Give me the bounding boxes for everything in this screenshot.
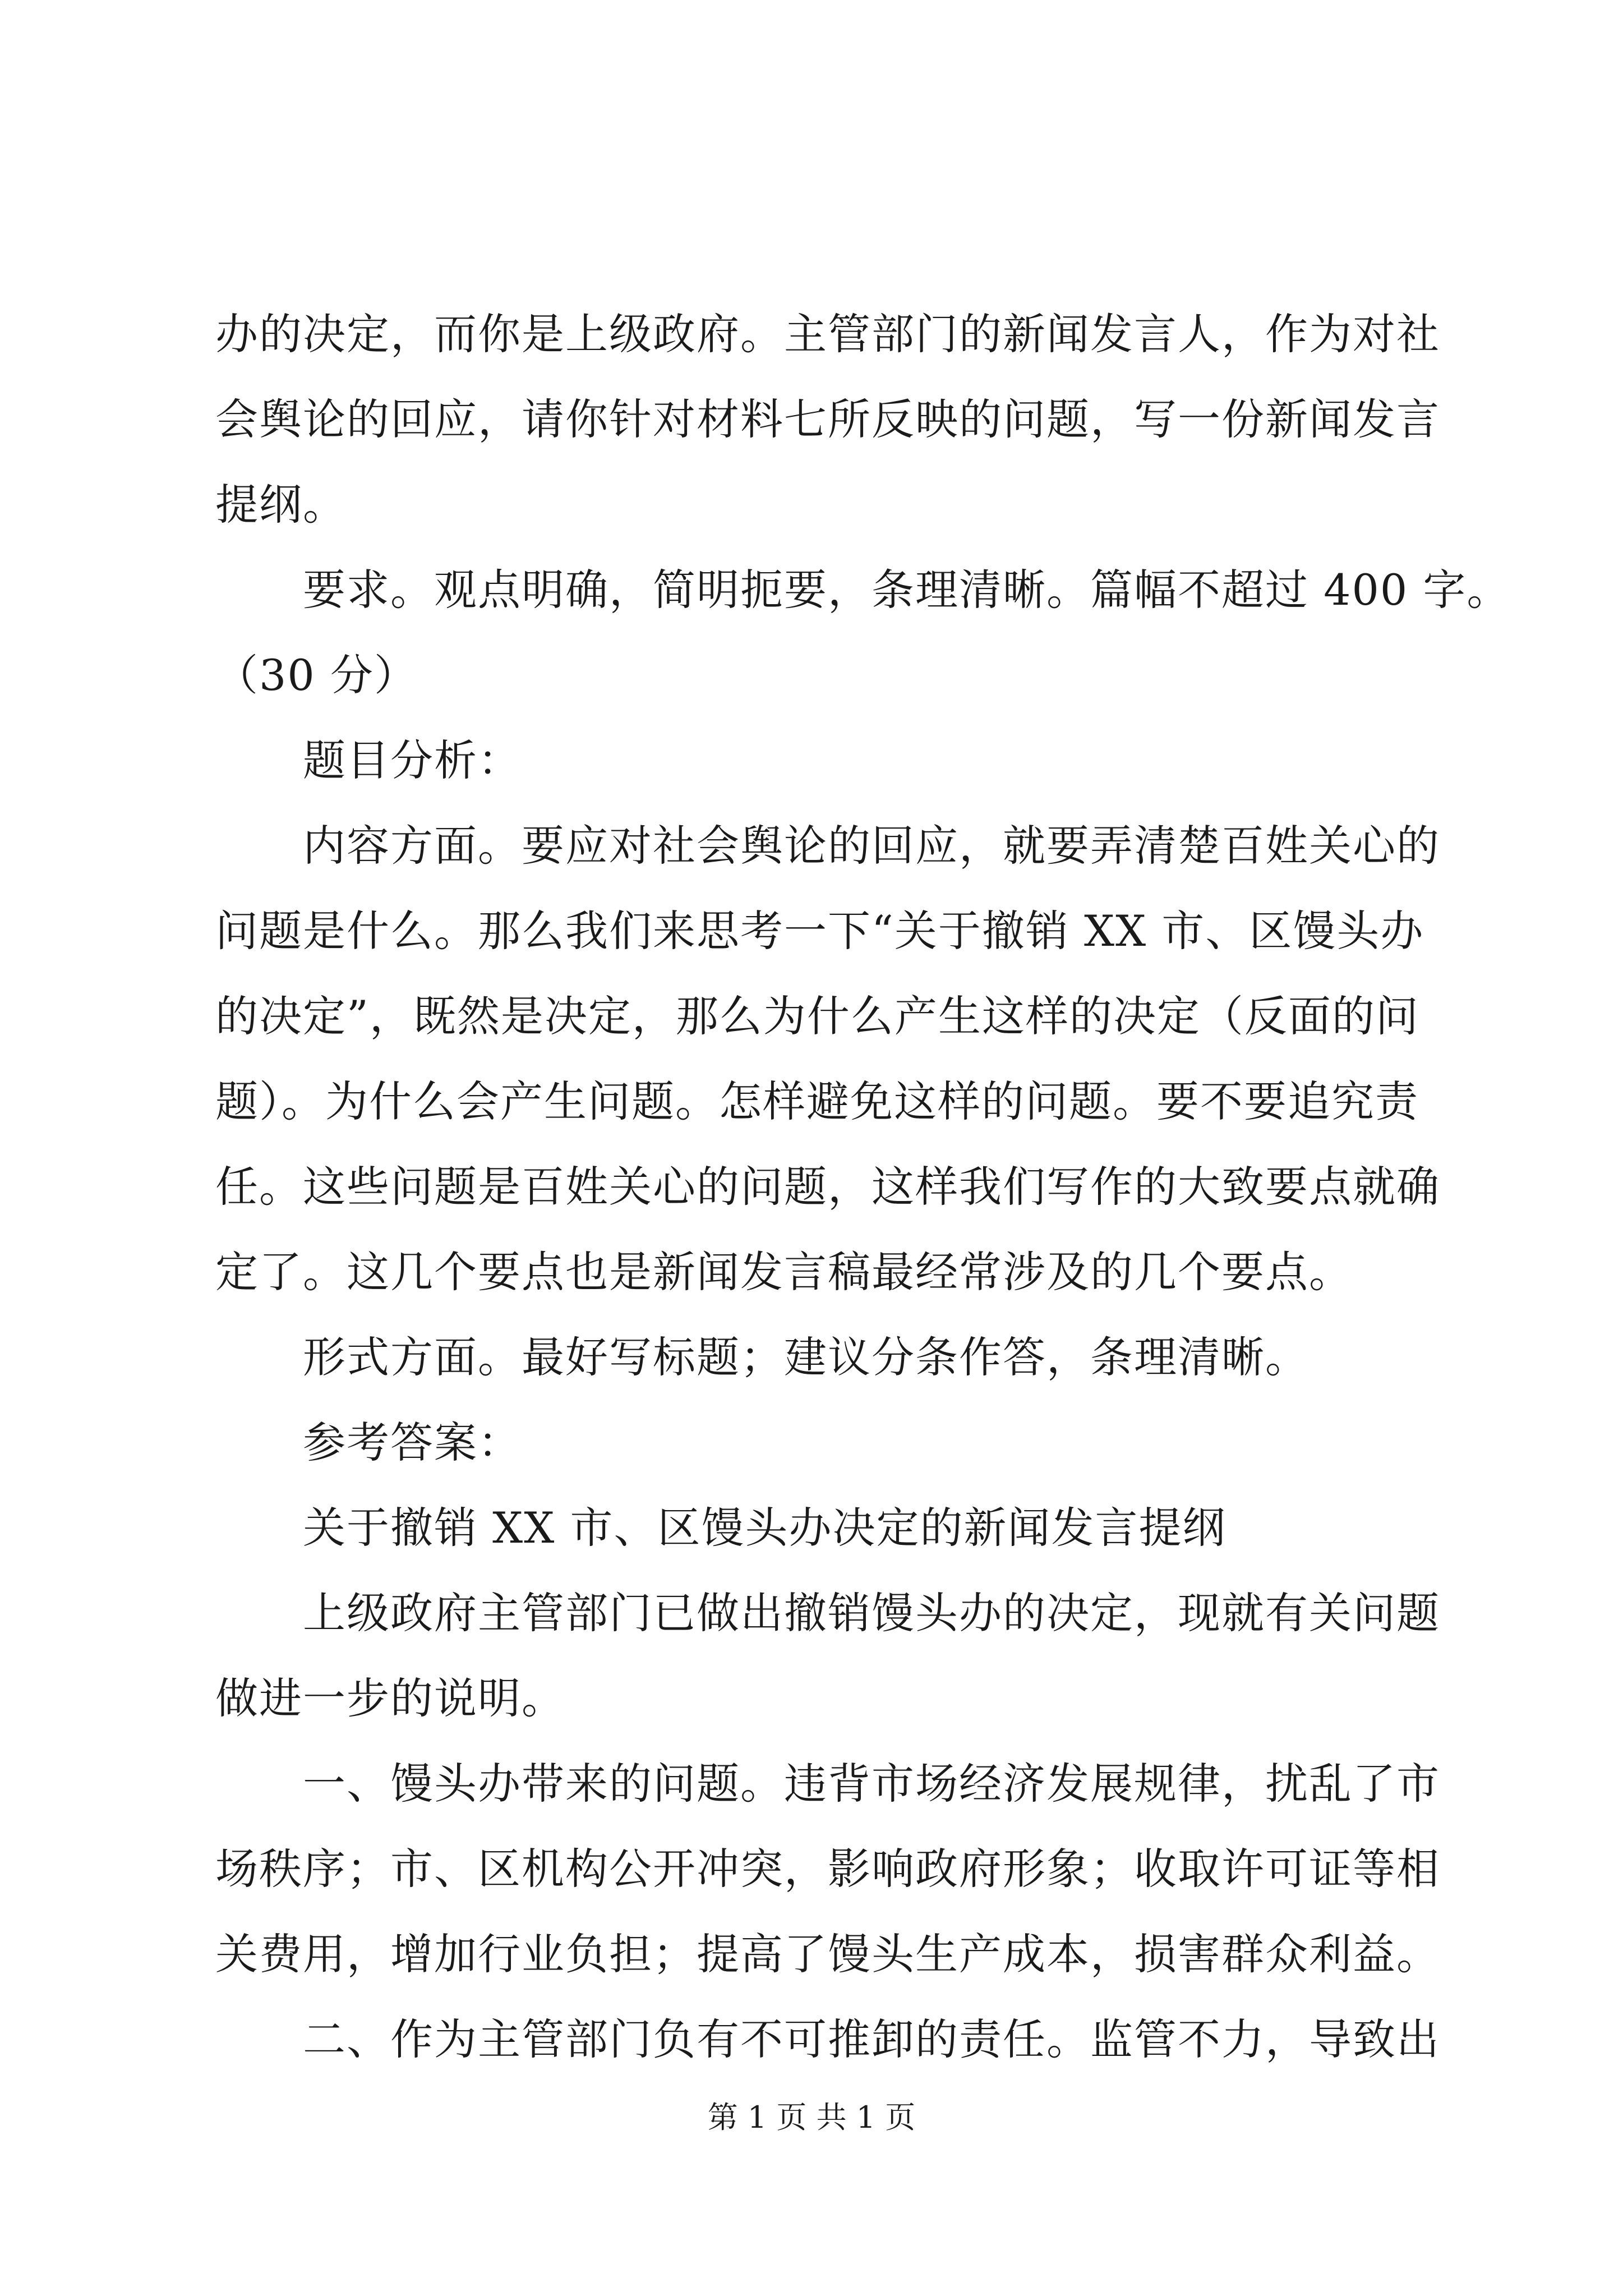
document-body (215, 292, 1511, 2082)
text-line: 二、作为主管部门负有不可推卸的责任。监管不力，导致出 (303, 2014, 1440, 2064)
text-line: （30 分） (215, 650, 418, 700)
text-line: 提纲。 (215, 480, 347, 530)
text-line: 会舆论的回应，请你针对材料七所反映的问题，写一份新闻发言 (215, 394, 1440, 444)
text-line: 题目分析： (303, 735, 522, 785)
text-line: 的决定”，既然是决定，那么为什么产生这样的决定（反面的问 (215, 991, 1419, 1041)
text-line: 场秩序；市、区机构公开冲突，影响政府形象；收取许可证等相 (215, 1844, 1440, 1894)
text-line: 要求。观点明确，简明扼要，条理清晰。篇幅不超过 400 字。 (303, 565, 1511, 615)
page-footer: 第 1 页 共 1 页 (707, 2100, 916, 2135)
text-line: 任。这些问题是百姓关心的问题，这样我们写作的大致要点就确 (215, 1162, 1440, 1212)
text-line: 定了。这几个要点也是新闻发言稿最经常涉及的几个要点。 (215, 1247, 1353, 1297)
text-line: 题）。为什么会产生问题。怎样避免这样的问题。要不要追究责 (215, 1076, 1419, 1126)
text-line: 关于撤销 XX 市、区馒头办决定的新闻发言提纲 (303, 1503, 1227, 1553)
text-line: 上级政府主管部门已做出撤销馒头办的决定，现就有关问题 (303, 1588, 1440, 1638)
text-line: 做进一步的说明。 (215, 1673, 565, 1723)
text-line: 问题是什么。那么我们来思考一下“关于撤销 XX 市、区馒头办 (215, 906, 1424, 956)
text-line: 参考答案： (303, 1418, 522, 1467)
text-line: 关费用，增加行业负担；提高了馒头生产成本，损害群众利益。 (215, 1929, 1440, 1979)
text-line: 形式方面。最好写标题；建议分条作答，条理清晰。 (303, 1332, 1309, 1382)
text-line: 内容方面。要应对社会舆论的回应，就要弄清楚百姓关心的 (303, 821, 1440, 871)
text-line: 一、馒头办带来的问题。违背市场经济发展规律，扰乱了市 (303, 1759, 1440, 1809)
text-line: 办的决定，而你是上级政府。主管部门的新闻发言人，作为对社 (215, 309, 1440, 359)
